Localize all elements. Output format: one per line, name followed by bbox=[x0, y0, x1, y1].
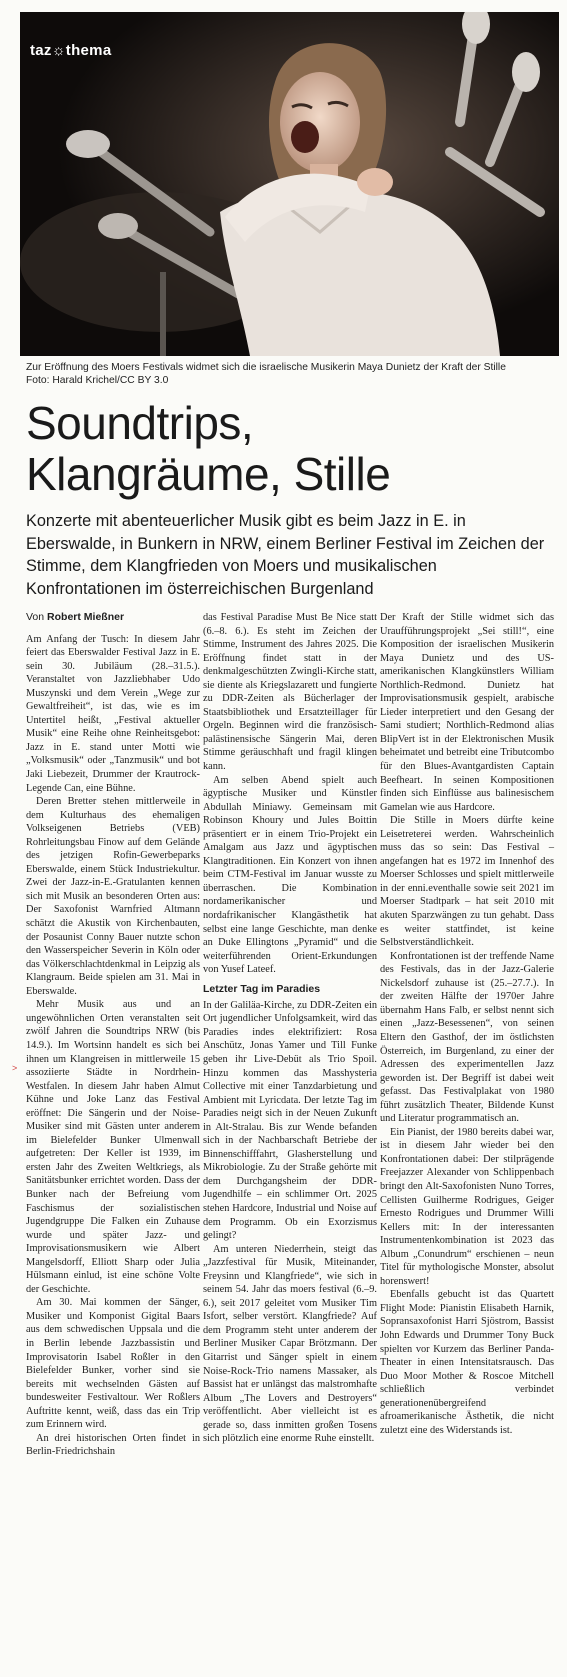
article-column-3 bbox=[380, 611, 554, 1437]
headline-line-1: Soundtrips, bbox=[26, 397, 254, 449]
article-lede: Konzerte mit abenteuerlicher Musik gibt es beim Jazz in E. in Eberswalde, in Bunkern in NRW, einem Berliner Festival im Zeichen der Stimme, dem Klangfrieden von Moers und musikalischen Konfrontationen im österreichischen Burgenland bbox=[26, 512, 545, 598]
caption-text: Zur Eröffnung des Moers Festivals widmet sich die israelische Musikerin Maya Dunietz der Kraft der Stille bbox=[26, 362, 506, 373]
subheading: Letzter Tag im Paradies bbox=[203, 982, 321, 995]
photo-caption bbox=[26, 361, 556, 387]
paragraph: Am 30. Mai kommen der Sänger, Musiker und Komponist Gigital Baars aus dem schwedischen Uppsala und die in Berlin lebende Jazzbassistin und Improvisatorin Isabel Roßler in den Bielefelder Bunker, vorher sind sie bereits mit wechselnden Gästen auf bundesweiter Festivaltour. Wer Roßlers Auftritte kennt, weiß, dass das ein Trip zum Erinnern wird. bbox=[26, 1297, 200, 1431]
paragraph: Ebenfalls gebucht ist das Quartett Flight Mode: Pianistin Elisabeth Harnik, Sopransaxofonist Harri Sjöstrom, Bassist John Edwards und Drummer Tony Buck spielten vor Kurzem das Berliner Panda-Theater in einen Intensitatsrausch. Das Duo Moor Mother & Roscoe Mitchell schließlich verbindet generationenübergreifend afroamerikanische Ästhetik, die nicht zuletzt eine des Widerstands ist. bbox=[380, 1289, 554, 1436]
paragraph: An drei historischen Orten findet in Berlin-Friedrichshain bbox=[26, 1432, 200, 1458]
article-column-2 bbox=[203, 611, 377, 1446]
headline-line-2: Klangräume, Stille bbox=[26, 448, 391, 500]
byline-prefix: Von bbox=[26, 611, 45, 623]
concert-photo bbox=[20, 12, 559, 356]
byline bbox=[26, 611, 200, 625]
paragraph: Die Stille in Moers dürfte keine Leisetreterei werden. Wahrscheinlich muss das so sein: Das Festival – angefangen hat es 1972 im Innenhof des Moerser Schlosses und spielt mittlerweile in der enni.eventhalle sowie seit 2021 im Moerser Stadtpark – hat seit 2010 mit akuten Sparzwängen zu tun gehabt. Dass es weiter stattfindet, ist keine Selbstverständlichkeit. bbox=[380, 815, 554, 949]
margin-marker: > bbox=[12, 1063, 18, 1073]
article-headline bbox=[26, 398, 556, 500]
paragraph: das Festival Paradise Must Be Nice statt (6.–8. 6.). Es steht im Zeichen der Stimme, Instrument des Jahres 2025. Die Eröffnung findet statt in der denkmalgeschützten Zwingli-Kirche statt, sie diente als Kriegslazarett und fungierte zu DDR-Zeiten als Bücherlager der Staatsbibliothek und Ersatzteillager für Orgeln. Beginnen wird die französisch-palästinensische Sängerin Mai, deren Stimme geräuschhaft und fragil klingen kann. bbox=[203, 612, 377, 773]
paragraph: Deren Bretter stehen mittlerweile in dem Kulturhaus des ehemaligen Volkseigenen Betriebs (VEB) Rohrleitungsbau Finow auf dem Gelände des jetzigen Rofin-Gewerbeparks Eberswalde, einem Stück Industriekultur. Zwei der Jazz-in-E.-Gratulanten kennen sich mit Musik an besonderen Orten aus: Der Saxofonist Warnfried Altmann schätzt die Akustik von Kirchenbauten, der Posaunist Conny Bauer nutzte schon den Wasserspeicher Severin in Köln oder das Völkerschlachtdenkmal in Leipzig als Klangraum. Beide spielen am 31. Mai in Eberswalde. bbox=[26, 796, 200, 997]
photo-credit: Foto: Harald Krichel/CC BY 3.0 bbox=[26, 375, 169, 386]
paragraph: Am Anfang der Tusch: In diesem Jahr feiert das Eberswalder Festival Jazz in E. sein 30. Jubiläum (28.–31.5.). Veranstaltet von Jazzliebhaber Udo Muszynski und dem Verein „Wege zur Gewaltfreiheit“, ist das, wie es im Untertitel heißt, „Festival aktueller Musik“ eine Reihe ohne Reinheitsgebot: Jazz in E. stand unter Motti wie „Volksmusik“ oder „Tanzmusik“ und bot Jaki Liebezeit, Drummer der Krautrock-Legende Can, eine Bühne. bbox=[26, 633, 200, 794]
section-kicker: taz☼thema bbox=[30, 42, 112, 59]
paragraph: Ein Pianist, der 1980 bereits dabei war, ist in diesem Jahr wieder bei den Konfrontationen dabei: Der stilprägende Freejazzer Alexander von Schlippenbach bringt den Alt-Saxofonisten Nuno Torres, Cellisten Guilherme Rodrigues, Geiger Ernesto Rodrigues und Drummer Willi Kellers mit: In der interessanten Instrumentenkombination ist 2023 das Album „Conundrum“ erschienen – neun Titel für mythologische Monster, absolut horenswert! bbox=[380, 1126, 554, 1287]
singer-illustration bbox=[20, 12, 559, 356]
byline-author: Robert Mießner bbox=[47, 611, 125, 623]
paragraph: Am unteren Niederrhein, steigt das „Jazzfestival für Musik, Miteinander, Freysinn und Klangfriede“, wie sich in seinem 54. Jahr das moers festival (6.–9. 6.), seit 2017 geleitet vom Musiker Tim Isfort, selber verstört. Klangfriede? Auf dem Programm steht unter anderem der Berliner Musiker Capar Brötzmann. Der Gitarrist und Sänger spielt in einem Noise-Rock-Trio namens Massaker, als Bassist hat er unlängst das malstromhafte Album „The Lovers and Destroyers“ veröffentlicht. Aber vielleicht ist es gerade so, dass inmitten großen Tosens sich plötzlich eine enorme Ruhe einstellt. bbox=[203, 1243, 377, 1445]
article-column-1 bbox=[26, 611, 200, 1459]
paragraph: Am selben Abend spielt auch ägyptische Musiker und Künstler Abdullah Miniawy. Gemeinsam mit Robinson Khoury und Jules Boittin präsentiert er in einem Trio-Projekt ein Amalgam aus Jazz und ägyptischen Klangtraditionen. Ein Konzert von ihnen beim CTM-Festival im Januar wusste zu überraschen. Die Kombination nordamerikanischer und nordafrikanischer Klangästhetik hat selbst eine lange Geschichte, man denke an Duke Ellingtons „Pyramid“ und die weiterführenden Orient-Erkundungen von Yusef Lateef. bbox=[203, 774, 377, 976]
paragraph: In der Galiläa-Kirche, zu DDR-Zeiten ein Ort jugendlicher Unfolgsamkeit, wird das Paradies indes elektrifiziert: Rosa Anschütz, Jonas Yamer und Till Funke geben ihr Live-Debüt als Trio Spoil. Hinzu kommen das Masshysteria Collective mit einer Tanzdarbietung und Ambient mit Lyricdata. Der letzte Tag im Paradies neigt sich in der Neuen Zukunft in Alt-Stralau. Bis zur Wende befanden sich in der Nachbarschaft Betriebe der Binnenschifffahrt, Glasherstellung und Mikrobiologie. Zu der Straße gehörte mit dem Durchgangsheim der DDR-Jugendhilfe – ein schlimmer Ort. 2025 stehen Hardcore, Industrial und Noise auf dem Programm. Ob ein Exorzismus gelingt? bbox=[203, 999, 377, 1242]
paragraph: Konfrontationen ist der treffende Name des Festivals, das in der Jazz-Galerie Nickelsdorf zuhause ist (25.–27.7.). In der zweiten Hälfte der 1970er Jahre übernahm Hans Falb, er selbst nennt sich einen „Jazz-Besessenen“, von seinen Eltern den Gasthof, der im östlichsten Österreich, im Burgenland, zu einer der Adressen des experimentellen Jazz geworden ist. Der Begriff ist dabei weit gefasst. Das Festivalplakat von 1980 führt zusätzlich Theater, Bildende Kunst und Literatur programmatisch an. bbox=[380, 950, 554, 1125]
paragraph: Mehr Musik aus und an ungewöhnlichen Orten veranstalten seit zwölf Jahren die Soundtrips NRW (bis 14.9.). Im Wortsinn handelt es sich bei ihnen um Klangreisen in mittlerweile 15 assoziierte Städte in Nordrhein-Westfalen. In diesem Jahr haben Almut Kühne und Joke Lanz das Festival eröffnet: Die Sängerin und der Noise-Musiker sind mit Gästen unter anderem im Bielefelder Bunker Ulmenwall aufgetreten: Der Keller ist 1939, im ersten Jahr des Zweiten Weltkriegs, als Sanitätsbunker errichtet worden. Dass der Bunker nach der Befreiung vom Faschismus der sozialistischen Jugendgruppe Die Falken ein Zuhause wurde und später Jazz- und Improvisationsmusikern wie Albert Mangelsdorff, Elliott Sharp oder Julia Hülsmann einlud, ist eine schöne Volte der Geschichte. bbox=[26, 999, 200, 1295]
paragraph: Der Kraft der Stille widmet sich das Uraufführungsprojekt „Sei still!“, eine Komposition der israelischen Musikerin Maya Dunietz und des US-amerikanischen Klangkünstlers William Northlich-Redmond. Dunietz hat Improvisationsmusik gespielt, arabische Lieder interpretiert und den Gesang der Sami studiert; Northlich-Redmond alias BlipVert ist in der Elektronischen Musik beheimatet und betreibt eine Tributcombo für den Blues-Avantgardisten Captain Beefheart. In seinen Kompositionen finden sich Einflüsse aus balinesischem Gamelan wie aus Hardcore. bbox=[380, 612, 554, 813]
